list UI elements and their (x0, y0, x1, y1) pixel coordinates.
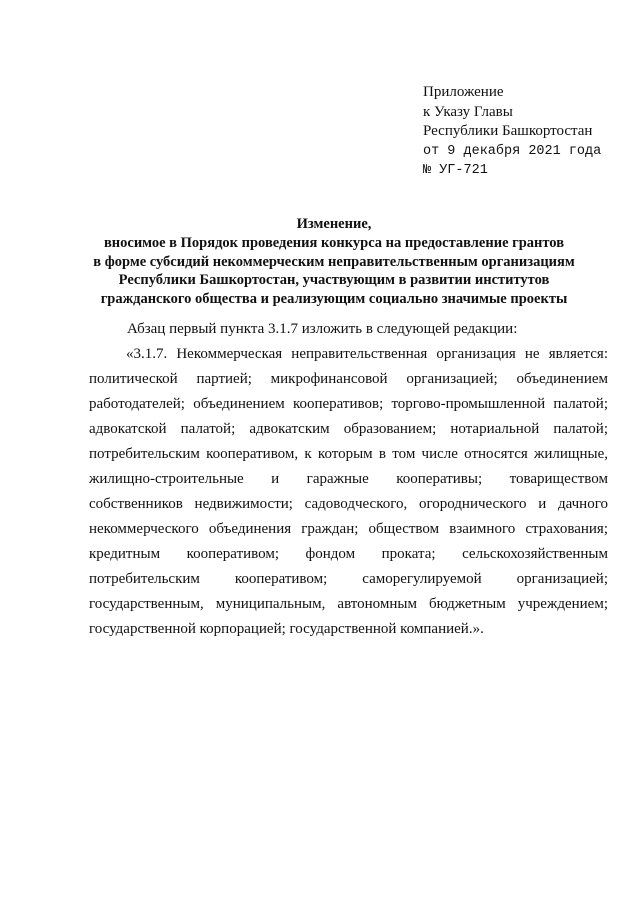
quote-line: потребительским кооперативом, к которым в том числе относятся жилищные, (89, 446, 608, 462)
quote-line: адвокатской палатой; адвокатским образованием; нотариальной палатой; (89, 421, 608, 437)
appendix-number: № УГ-721 (423, 163, 488, 178)
quote-line: «3.1.7. Некоммерческая неправительственная организация не является: (126, 346, 608, 362)
quote-line: потребительским кооперативом; саморегулируемой организацией; (89, 571, 608, 587)
appendix-label: Приложение (423, 84, 504, 100)
title-line-5: гражданского общества и реализующим социально значимые проекты (100, 291, 568, 308)
appendix-header (423, 83, 623, 181)
body-intro-block (89, 317, 608, 342)
quote-line: государственным, муниципальным, автономным бюджетным учреждением; (89, 596, 608, 612)
title-line-4: Республики Башкортостан, участвующим в развитии институтов (118, 272, 550, 289)
quote-line: политической партией; микрофинансовой организацией; объединением (89, 371, 608, 387)
quoted-amendment (89, 342, 608, 642)
intro-paragraph: Абзац первый пункта 3.1.7 изложить в следующей редакции: (127, 321, 518, 337)
quote-line: некоммерческого объединения граждан; обществом взаимного страхования; (89, 521, 608, 537)
quote-line: работодателей; объединением кооперативов; торгово-промышленной палатой; (89, 396, 608, 412)
quote-line: кредитным кооперативом; фондом проката; сельскохозяйственным (89, 546, 608, 562)
title-line-3: в форме субсидий некоммерческим неправительственным организациям (93, 253, 575, 270)
appendix-republic: Республики Башкортостан (423, 123, 593, 139)
document-title (60, 215, 608, 309)
quote-line: жилищно-строительные и гаражные кооперативы; товариществом (89, 471, 608, 487)
appendix-decree-ref: к Указу Главы (423, 103, 513, 120)
appendix-date: от 9 декабря 2021 года (423, 143, 602, 159)
quote-line: собственников недвижимости; садоводческого, огороднического и дачного (89, 496, 608, 512)
title-line-2: вносимое в Порядок проведения конкурса на предоставление грантов (103, 234, 565, 251)
quote-line: государственной корпорацией; государственной компанией.». (89, 621, 484, 637)
title-line-1: Изменение, (296, 216, 372, 232)
